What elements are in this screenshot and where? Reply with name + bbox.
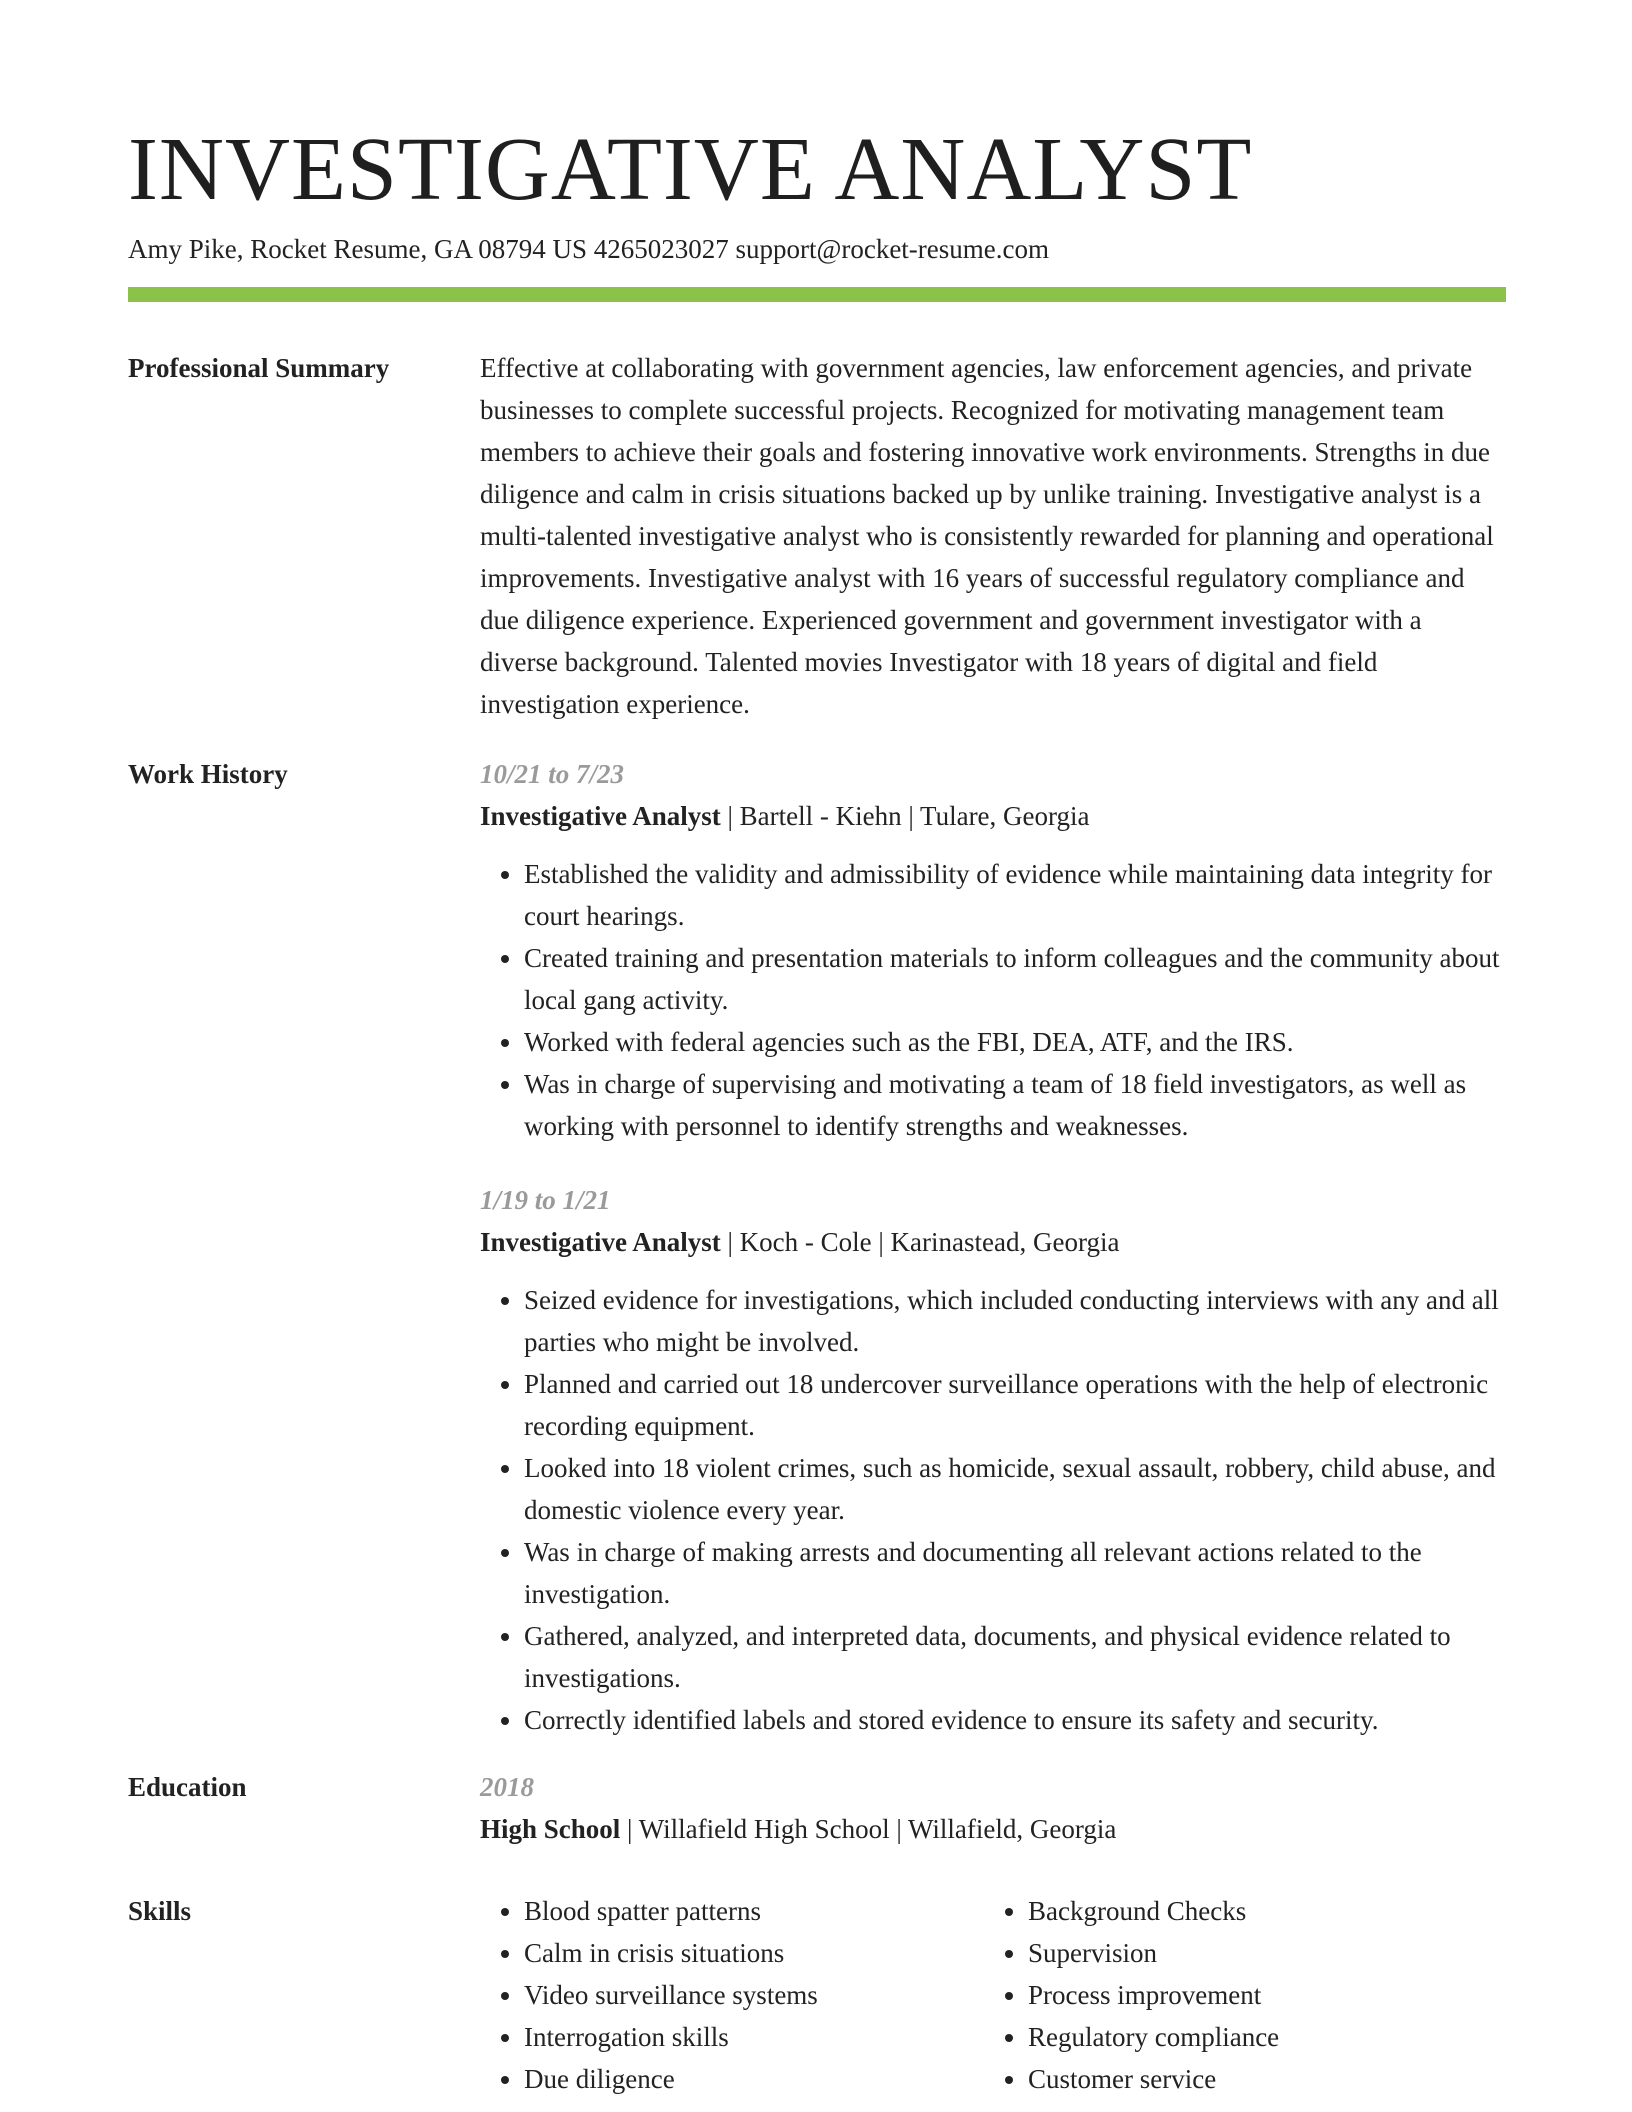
section-label-summary: Professional Summary [128,353,390,383]
education-degree: High School [480,1814,621,1844]
list-item: • Was in charge of making arrests and documenting all relevant actions related to the investigation. [524,1531,1506,1615]
section-label-work: Work History [128,759,288,789]
job-details: | Bartell - Kiehn | Tulare, Georgia [720,801,1090,831]
education-year: 2018 [480,1772,534,1802]
list-item: • Seized evidence for investigations, which included conducting interviews with any and all parties who might be involved. [524,1279,1506,1363]
skills-list-left [480,1890,984,2100]
job-entry [480,1179,1506,1741]
job-details: | Koch - Cole | Karinastead, Georgia [720,1227,1120,1257]
section-label-skills: Skills [128,1896,192,1926]
education-heading [480,1808,1506,1850]
job-dates: 1/19 to 1/21 [480,1185,611,1215]
job-bullets [480,1279,1506,1741]
list-item: • Worked with federal agencies such as the FBI, DEA, ATF, and the IRS. [524,1021,1506,1063]
job-dates: 10/21 to 7/23 [480,759,625,789]
list-item: • Supervision [1028,1932,1488,1974]
job-heading [480,795,1506,837]
list-item: • Gathered, analyzed, and interpreted data, documents, and physical evidence related to investigations. [524,1615,1506,1699]
section-label-education: Education [128,1772,247,1802]
education-content [480,1766,1506,1850]
list-item: • Correctly identified labels and stored evidence to ensure its safety and security. [524,1699,1506,1741]
list-item: • Regulatory compliance [1028,2016,1488,2058]
skills-list-right [984,1890,1488,2100]
list-item: • Interrogation skills [524,2016,984,2058]
list-item: • Customer service [1028,2058,1488,2100]
job-entry [480,753,1506,1147]
resume-title: INVESTIGATIVE ANALYST [128,120,1253,219]
list-item: • Created training and presentation materials to inform colleagues and the community about local gang activity. [524,937,1506,1021]
job-title: Investigative Analyst [480,1227,721,1257]
list-item: • Calm in crisis situations [524,1932,984,1974]
list-item: • Looked into 18 violent crimes, such as homicide, sexual assault, robbery, child abuse, and domestic violence every year. [524,1447,1506,1531]
list-item: • Background Checks [1028,1890,1488,1932]
list-item: • Established the validity and admissibility of evidence while maintaining data integrity for court hearings. [524,853,1506,937]
job-heading [480,1221,1506,1263]
skills-columns [480,1890,1506,2100]
list-item: • Due diligence [524,2058,984,2100]
job-title: Investigative Analyst [480,801,721,831]
job-bullets [480,853,1506,1147]
list-item: • Process improvement [1028,1974,1488,2016]
list-item: • Blood spatter patterns [524,1890,984,1932]
skills-content [480,1890,1506,2100]
summary-text: Effective at collaborating with government agencies, law enforcement agencies, and private businesses to complete successful projects. Recognized for motivating management team members to achieve their goals and fostering innovative work environments. Strengths in due diligence and calm in crisis situations backed up by unlike training. Investigative analyst is a multi-talented investigative analyst who is consistently rewarded for planning and operational improvements. Investigative analyst with 16 years of successful regulatory compliance and due diligence experience. Experienced government and government investigator with a diverse background. Talented movies Investigator with 18 years of digital and field investigation experience. [480,353,1494,719]
list-item: • Was in charge of supervising and motivating a team of 18 field investigators, as well as working with personnel to identify strengths and weaknesses. [524,1063,1506,1147]
accent-divider [128,287,1506,302]
contact-line: Amy Pike, Rocket Resume, GA 08794 US 4265023027 support@rocket-resume.com [128,234,1050,264]
education-details: | Willafield High School | Willafield, Georgia [620,1814,1117,1844]
list-item: • Planned and carried out 18 undercover surveillance operations with the help of electronic recording equipment. [524,1363,1506,1447]
work-content [480,753,1506,1741]
list-item: • Video surveillance systems [524,1974,984,2016]
summary-content [480,347,1506,725]
